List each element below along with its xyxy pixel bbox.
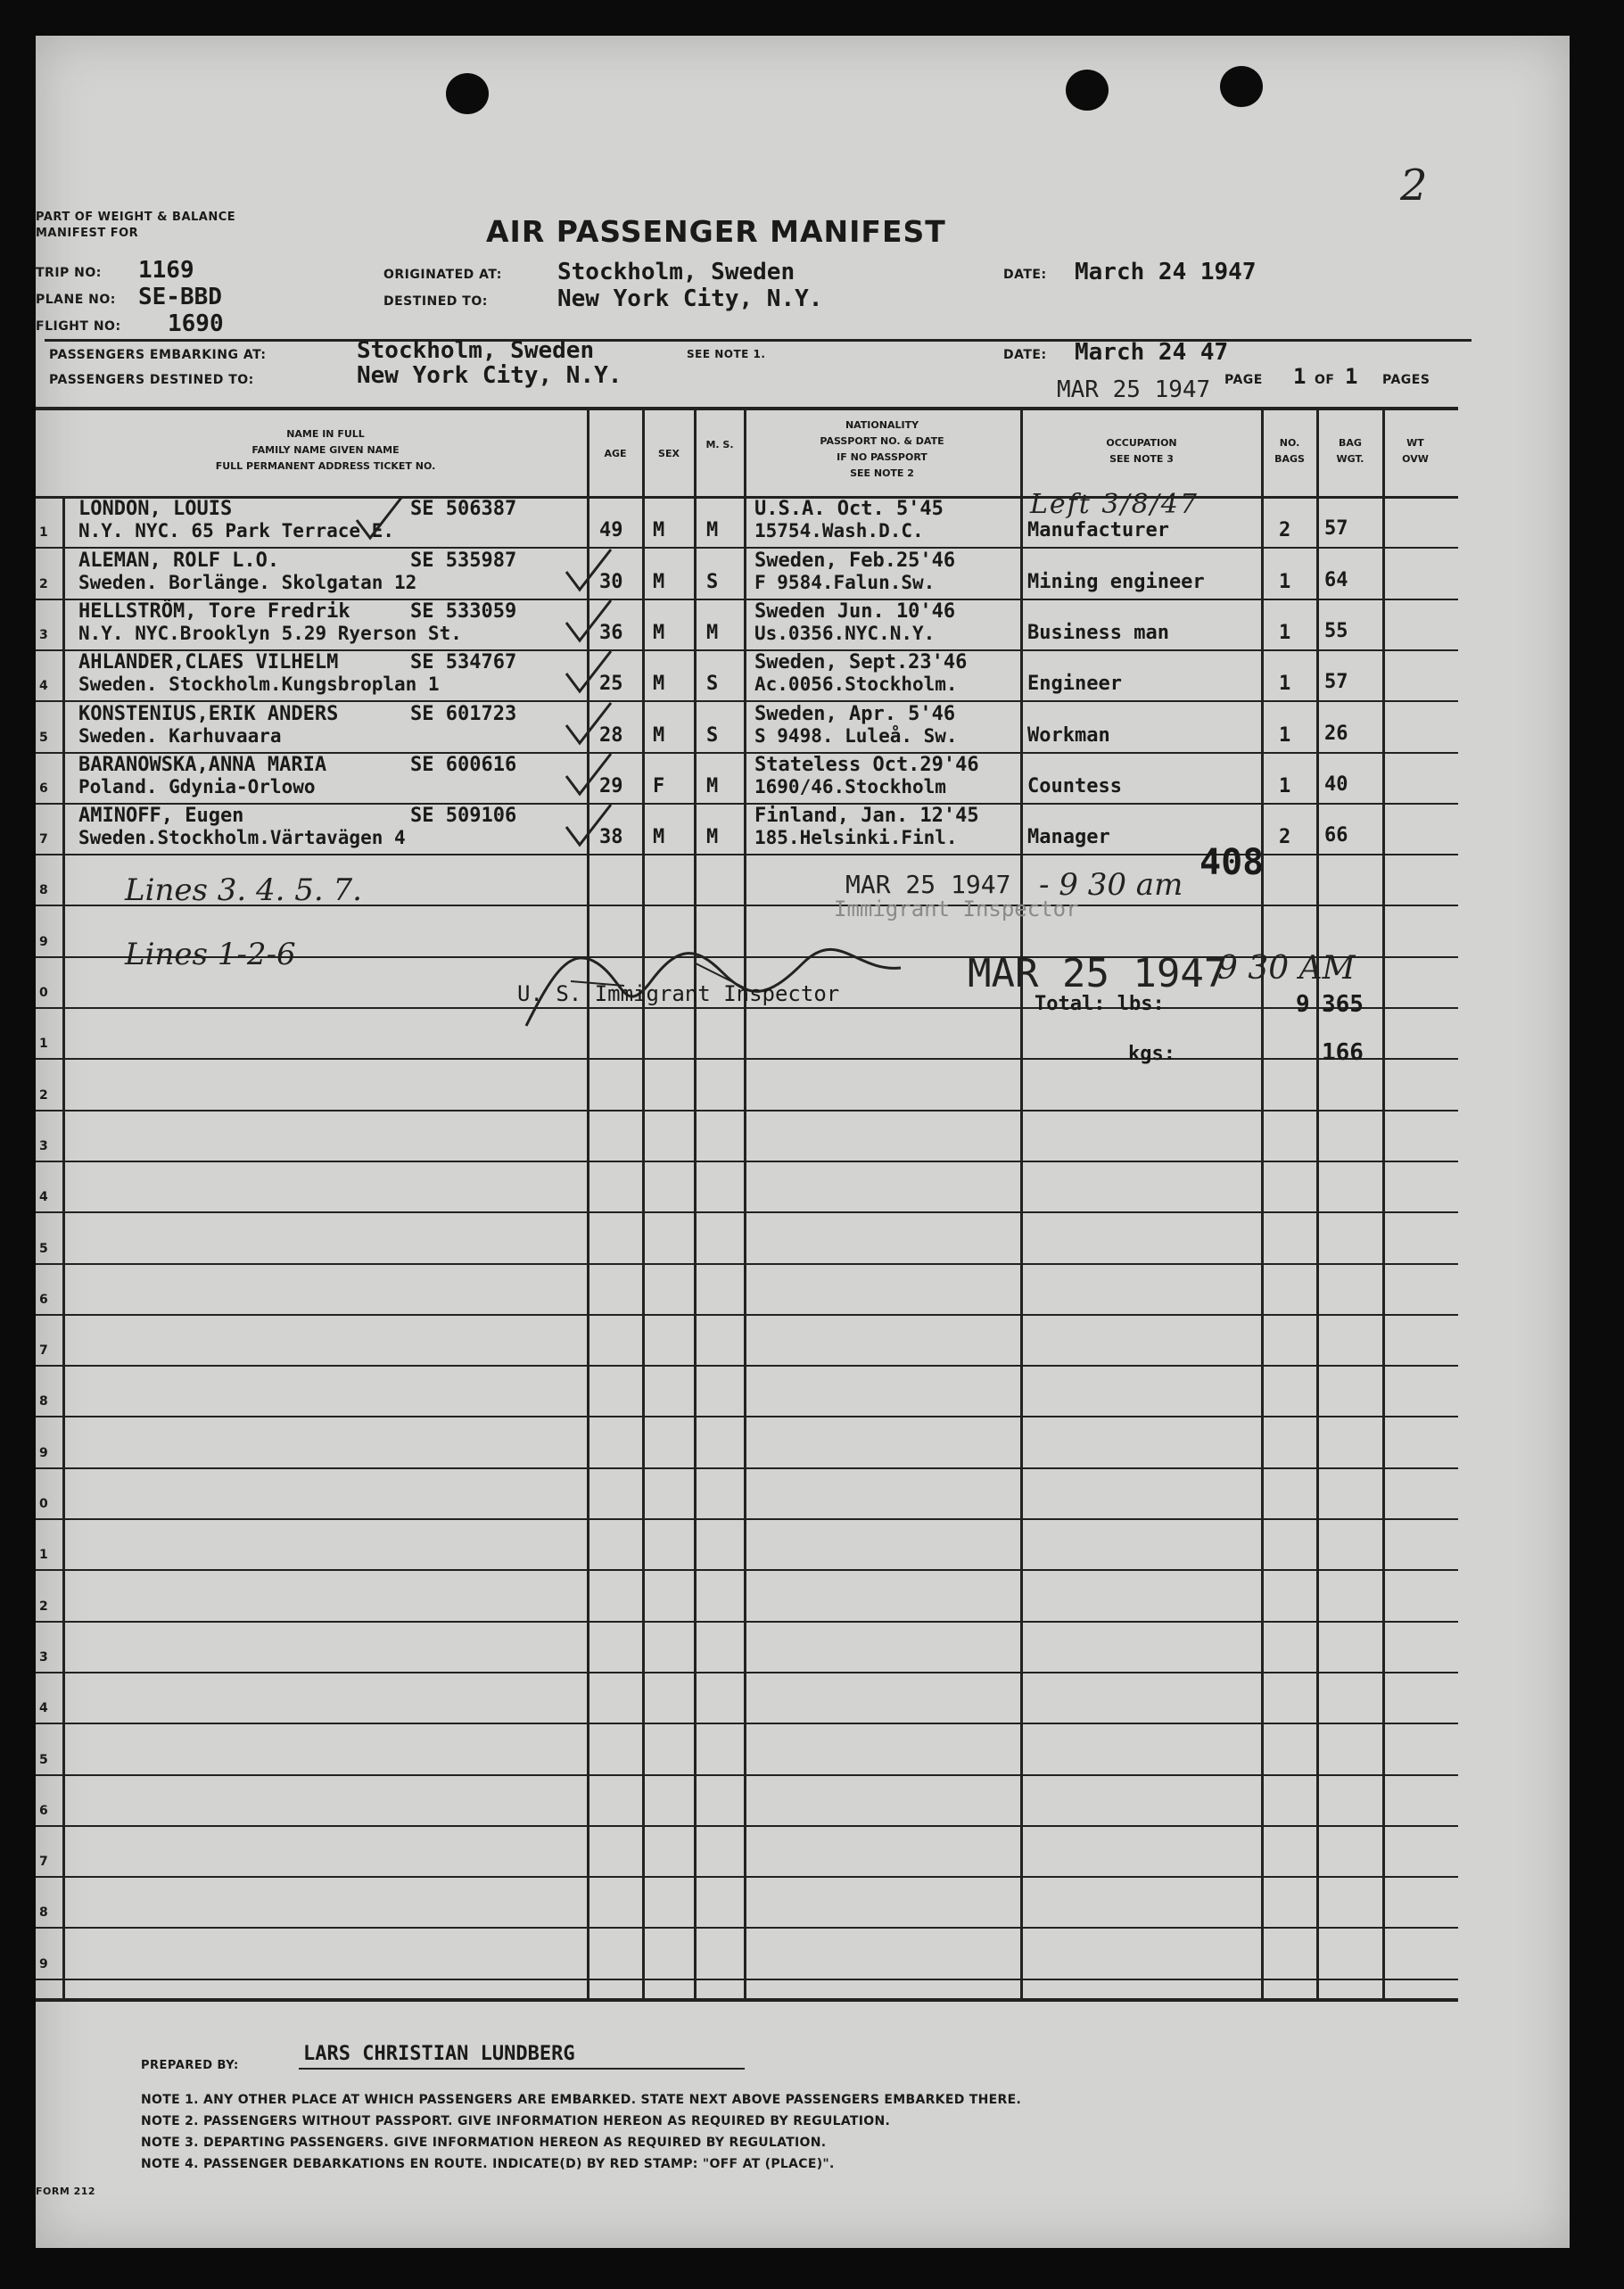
- passenger-marital-status: M: [706, 519, 719, 541]
- passenger-age: 28: [599, 724, 623, 747]
- col-header-nat-line1: NATIONALITY: [845, 419, 919, 431]
- row-number: 4: [39, 1701, 48, 1715]
- table-row-rule: [36, 1467, 1458, 1469]
- passenger-address: Sweden. Stockholm.Kungsbroplan 1: [78, 673, 440, 695]
- passenger-address: Sweden. Borlänge. Skolgatan 12: [78, 572, 417, 593]
- inspection-time-2: 9 30 AM: [1217, 950, 1356, 987]
- table-row-rule: [36, 1927, 1458, 1929]
- row-number: 5: [39, 1753, 48, 1767]
- checkmark-icon: [562, 545, 615, 599]
- table-row-rule: [36, 1979, 1458, 1980]
- col-header-wt-line1: BAG: [1339, 437, 1362, 449]
- passport-number: 15754.Wash.D.C.: [754, 520, 924, 541]
- passenger-age: 36: [599, 622, 623, 644]
- table-row-rule: [36, 1365, 1458, 1367]
- date2-label: DATE:: [1003, 348, 1047, 362]
- row-number: 3: [39, 1650, 48, 1665]
- plane-no: SE-BBD: [138, 284, 222, 310]
- table-row-rule: [36, 1876, 1458, 1878]
- page-number: 1: [1293, 364, 1307, 389]
- passenger-bag-count: 1: [1279, 622, 1291, 644]
- col-header-nat-line4: SEE NOTE 2: [850, 467, 914, 479]
- col-header-nationality: [746, 417, 1018, 482]
- checkmark-icon: [562, 749, 615, 803]
- page-label: PAGE: [1224, 373, 1263, 387]
- trip-no: 1169: [138, 257, 194, 284]
- of-label: OF: [1315, 373, 1335, 387]
- checkmark-icon: [562, 698, 615, 752]
- passport-number: 1690/46.Stockholm: [754, 776, 946, 797]
- note-1: NOTE 1. ANY OTHER PLACE AT WHICH PASSENGERS ARE EMBARKED. STATE NEXT ABOVE PASSENGERS EMBARKED THERE.: [141, 2093, 1022, 2107]
- date-value: March 24 1947: [1075, 259, 1257, 285]
- col-header-nat-line3: IF NO PASSPORT: [837, 451, 927, 463]
- passenger-marital-status: S: [706, 571, 719, 593]
- col-header-ovw-line1: WT: [1406, 437, 1424, 449]
- passenger-age: 30: [599, 571, 623, 593]
- passenger-bag-weight: 57: [1324, 517, 1348, 540]
- originated-label: ORIGINATED AT:: [383, 268, 502, 282]
- passport-number: F 9584.Falun.Sw.: [754, 572, 936, 593]
- row-number: 8: [39, 1905, 48, 1920]
- col-header-occ-line2: SEE NOTE 3: [1109, 453, 1174, 465]
- note-4: NOTE 4. PASSENGER DEBARKATIONS EN ROUTE. INDICATE(D) BY RED STAMP: "OFF AT (PLACE)".: [141, 2157, 835, 2171]
- destined-passengers-label: PASSENGERS DESTINED TO:: [49, 373, 254, 387]
- weight-balance-label-1: PART OF WEIGHT & BALANCE: [36, 211, 236, 224]
- passenger-address: Poland. Gdynia-Orlowo: [78, 776, 316, 797]
- passenger-address: Sweden. Karhuvaara: [78, 725, 282, 747]
- column-divider: [1261, 407, 1264, 1998]
- passport-nationality: Sweden, Feb.25'46: [754, 550, 956, 572]
- passenger-age: 38: [599, 826, 623, 848]
- passenger-marital-status: M: [706, 826, 719, 848]
- table-bottom-rule: [36, 1998, 1458, 2002]
- row-number: 9: [39, 935, 48, 949]
- received-stamp: MAR 25 1947: [1057, 376, 1211, 403]
- passenger-age: 25: [599, 673, 623, 695]
- passport-nationality: Stateless Oct.29'46: [754, 754, 979, 776]
- handwritten-lines-b: Lines 1-2-6: [125, 937, 296, 972]
- passenger-sex: M: [653, 622, 665, 644]
- prepared-by-label: PREPARED BY:: [141, 2059, 239, 2072]
- checkmark-icon: [562, 800, 615, 854]
- col-header-name: [71, 426, 580, 475]
- ticket-number: SE 601723: [410, 703, 517, 725]
- destined-passengers-value: New York City, N.Y.: [357, 362, 622, 389]
- table-row-rule: [36, 1723, 1458, 1724]
- faint-stamp-text: Immigrant Inspector: [834, 897, 1079, 921]
- row-number: 5: [39, 1242, 48, 1256]
- plane-label: PLANE NO:: [36, 293, 116, 307]
- row-number: 7: [39, 1343, 48, 1358]
- table-row-rule: [36, 1774, 1458, 1776]
- table-row-rule: [36, 1621, 1458, 1623]
- prepared-by-value: LARS CHRISTIAN LUNDBERG: [303, 2043, 575, 2065]
- passenger-name: BARANOWSKA,ANNA MARIA: [78, 754, 327, 776]
- passenger-sex: M: [653, 673, 665, 695]
- form-number: FORM 212: [36, 2186, 96, 2197]
- ticket-number: SE 533059: [410, 600, 517, 623]
- originated-value: Stockholm, Sweden: [557, 259, 796, 285]
- passenger-address: Sweden.Stockholm.Värtavägen 4: [78, 827, 406, 848]
- embarking-label: PASSENGERS EMBARKING AT:: [49, 348, 267, 362]
- table-header-rule: [36, 496, 1458, 499]
- total-lbs: 365: [1322, 991, 1364, 1018]
- row-number: 0: [39, 1497, 48, 1511]
- col-header-marital: M. S.: [705, 439, 734, 450]
- passenger-marital-status: S: [706, 673, 719, 695]
- prepared-by-underline: [299, 2068, 745, 2070]
- note-2: NOTE 2. PASSENGERS WITHOUT PASSPORT. GIVE INFORMATION HEREON AS REQUIRED BY REGULATION.: [141, 2114, 891, 2128]
- inspection-stamp-1: MAR 25 1947: [845, 870, 1011, 899]
- count-408: 408: [1199, 842, 1265, 883]
- row-number: 3: [39, 1139, 48, 1153]
- passenger-bag-count: 2: [1279, 519, 1291, 541]
- passenger-sex: M: [653, 571, 665, 593]
- passenger-occupation: Engineer: [1027, 673, 1122, 695]
- ticket-number: SE 534767: [410, 651, 517, 673]
- passenger-occupation: Business man: [1027, 622, 1169, 644]
- passenger-bag-count: 1: [1279, 571, 1291, 593]
- inspection-time-1: - 9 30 am: [1039, 867, 1183, 903]
- passenger-bag-weight: 66: [1324, 824, 1348, 847]
- row-number: 3: [39, 628, 48, 642]
- passenger-sex: M: [653, 826, 665, 848]
- col-header-age: AGE: [604, 448, 627, 459]
- col-header-name-line2: FAMILY NAME GIVEN NAME: [251, 444, 400, 456]
- row-number: 2: [39, 1599, 48, 1614]
- flight-no: 1690: [168, 310, 224, 337]
- ticket-number: SE 509106: [410, 805, 517, 827]
- row-number: 1: [39, 525, 48, 540]
- manifest-sheet: [36, 36, 1570, 2248]
- page-total: 1: [1345, 364, 1358, 389]
- passenger-sex: M: [653, 724, 665, 747]
- ticket-number: SE 600616: [410, 754, 517, 776]
- header-divider: [45, 339, 1471, 342]
- passenger-name: HELLSTRÖM, Tore Fredrik: [78, 600, 350, 623]
- table-row-rule: [36, 1518, 1458, 1520]
- passenger-bag-weight: 26: [1324, 723, 1348, 745]
- passenger-sex: F: [653, 775, 665, 797]
- date-label: DATE:: [1003, 268, 1047, 282]
- passenger-marital-status: M: [706, 775, 719, 797]
- row-number: 2: [39, 577, 48, 591]
- passenger-bag-weight: 64: [1324, 569, 1348, 591]
- col-header-ovw-line2: OVW: [1402, 453, 1429, 465]
- row-number: 0: [39, 986, 48, 1000]
- passenger-occupation: Manager: [1027, 826, 1110, 848]
- row-number: 4: [39, 679, 48, 693]
- row-number: 6: [39, 781, 48, 796]
- embarking-value: Stockholm, Sweden: [357, 337, 595, 364]
- passenger-occupation: Manufacturer: [1027, 519, 1169, 541]
- note-3: NOTE 3. DEPARTING PASSENGERS. GIVE INFORMATION HEREON AS REQUIRED BY REGULATION.: [141, 2136, 827, 2150]
- destined-value: New York City, N.Y.: [557, 285, 823, 312]
- column-divider: [744, 407, 746, 1998]
- corner-mark: 2: [1400, 161, 1428, 211]
- passport-number: S 9498. Luleå. Sw.: [754, 725, 958, 747]
- punch-hole: [446, 73, 489, 114]
- col-header-occupation: [1022, 435, 1261, 467]
- column-divider: [62, 496, 65, 1998]
- col-header-sex: SEX: [658, 448, 680, 459]
- table-row-rule: [36, 1416, 1458, 1417]
- total-bags: 9: [1296, 991, 1310, 1018]
- col-header-bags-line1: NO.: [1279, 437, 1300, 449]
- passport-nationality: Sweden Jun. 10'46: [754, 600, 956, 623]
- passenger-marital-status: M: [706, 622, 719, 644]
- passenger-name: LONDON, LOUIS: [78, 498, 233, 520]
- column-divider: [1316, 407, 1319, 1998]
- passenger-age: 49: [599, 519, 623, 541]
- table-row-rule: [36, 1569, 1458, 1571]
- passport-nationality: U.S.A. Oct. 5'45: [754, 498, 944, 520]
- passenger-bag-weight: 55: [1324, 620, 1348, 642]
- row-number: 5: [39, 731, 48, 745]
- passenger-bag-weight: 57: [1324, 671, 1348, 693]
- table-row-rule: [36, 803, 1458, 805]
- col-header-bag-weight: [1318, 435, 1382, 467]
- row-number: 8: [39, 1394, 48, 1409]
- total-lbs-label: Total: lbs:: [1035, 993, 1165, 1015]
- passenger-occupation: Mining engineer: [1027, 571, 1205, 593]
- table-row-rule: [36, 1058, 1458, 1060]
- weight-balance-label-2: MANIFEST FOR: [36, 227, 139, 240]
- row-number: 6: [39, 1804, 48, 1818]
- checkmark-icon: [352, 493, 406, 547]
- row-number: 9: [39, 1957, 48, 1971]
- row-number: 1: [39, 1037, 48, 1051]
- row-number: 7: [39, 832, 48, 847]
- table-row-rule: [36, 1263, 1458, 1265]
- row-number: 1: [39, 1548, 48, 1562]
- table-row-rule: [36, 1672, 1458, 1673]
- passenger-occupation: Workman: [1027, 724, 1110, 747]
- row-number: 6: [39, 1293, 48, 1307]
- col-header-name-line3: FULL PERMANENT ADDRESS TICKET NO.: [215, 460, 436, 472]
- table-row-rule: [36, 1161, 1458, 1162]
- col-header-wt-line2: WGT.: [1336, 453, 1364, 465]
- passenger-bag-count: 1: [1279, 775, 1291, 797]
- row-number: 2: [39, 1088, 48, 1103]
- col-header-bags: [1263, 435, 1316, 467]
- page-title: AIR PASSENGER MANIFEST: [486, 214, 946, 249]
- row-number: 8: [39, 883, 48, 897]
- column-divider: [694, 407, 697, 1998]
- see-note-label: SEE NOTE 1.: [687, 348, 766, 360]
- checkmark-icon: [562, 647, 615, 700]
- passenger-occupation: Countess: [1027, 775, 1122, 797]
- handwritten-left-note: Left 3/8/47: [1030, 489, 1199, 520]
- passport-number: Us.0356.NYC.N.Y.: [754, 623, 936, 644]
- handwritten-lines-a: Lines 3. 4. 5. 7.: [125, 872, 362, 908]
- passport-nationality: Sweden, Apr. 5'46: [754, 703, 956, 725]
- passenger-bag-weight: 40: [1324, 773, 1348, 796]
- passenger-bag-count: 1: [1279, 724, 1291, 747]
- row-number: 4: [39, 1190, 48, 1204]
- table-top-rule: [36, 407, 1458, 410]
- passenger-address: N.Y. NYC.Brooklyn 5.29 Ryerson St.: [78, 623, 462, 644]
- passenger-name: ALEMAN, ROLF L.O.: [78, 550, 280, 572]
- passenger-address: N.Y. NYC. 65 Park Terrace E.: [78, 520, 395, 541]
- passenger-age: 29: [599, 775, 623, 797]
- col-header-occ-line1: OCCUPATION: [1106, 437, 1177, 449]
- passport-number: Ac.0056.Stockholm.: [754, 673, 958, 695]
- col-header-bags-line2: BAGS: [1274, 453, 1305, 465]
- pages-label: PAGES: [1382, 373, 1430, 387]
- kgs-label: kgs:: [1128, 1043, 1175, 1065]
- date2-value: March 24 47: [1075, 339, 1229, 366]
- passport-nationality: Finland, Jan. 12'45: [754, 805, 979, 827]
- inspection-stamp-2: MAR 25 1947: [968, 951, 1228, 996]
- ticket-number: SE 506387: [410, 498, 517, 520]
- table-row-rule: [36, 1110, 1458, 1111]
- checkmark-icon: [562, 596, 615, 649]
- punch-hole: [1066, 70, 1109, 111]
- punch-hole: [1220, 66, 1263, 107]
- row-number: 9: [39, 1446, 48, 1460]
- table-row-rule: [36, 1825, 1458, 1827]
- passenger-name: AMINOFF, Eugen: [78, 805, 244, 827]
- column-divider: [1382, 407, 1385, 1998]
- row-number: 7: [39, 1855, 48, 1869]
- passport-nationality: Sweden, Sept.23'46: [754, 651, 968, 673]
- column-divider: [1020, 407, 1023, 1998]
- destined-label: DESTINED TO:: [383, 294, 488, 309]
- passenger-bag-count: 2: [1279, 826, 1291, 848]
- ticket-number: SE 535987: [410, 550, 517, 572]
- inspector-title: U. S. Immigrant Inspector: [517, 981, 840, 1006]
- table-row-rule: [36, 1314, 1458, 1316]
- col-header-overweight: [1384, 435, 1447, 467]
- passenger-name: AHLANDER,CLAES VILHELM: [78, 651, 339, 673]
- column-divider: [642, 407, 645, 1998]
- passenger-marital-status: S: [706, 724, 719, 747]
- passport-number: 185.Helsinki.Finl.: [754, 827, 958, 848]
- col-header-nat-line2: PASSPORT NO. & DATE: [820, 435, 944, 447]
- passenger-name: KONSTENIUS,ERIK ANDERS: [78, 703, 339, 725]
- col-header-name-line1: NAME IN FULL: [286, 428, 365, 440]
- passenger-bag-count: 1: [1279, 673, 1291, 695]
- table-row-rule: [36, 1211, 1458, 1213]
- trip-label: TRIP NO:: [36, 266, 102, 280]
- passenger-sex: M: [653, 519, 665, 541]
- total-kgs: 166: [1322, 1039, 1364, 1066]
- flight-label: FLIGHT NO:: [36, 319, 121, 334]
